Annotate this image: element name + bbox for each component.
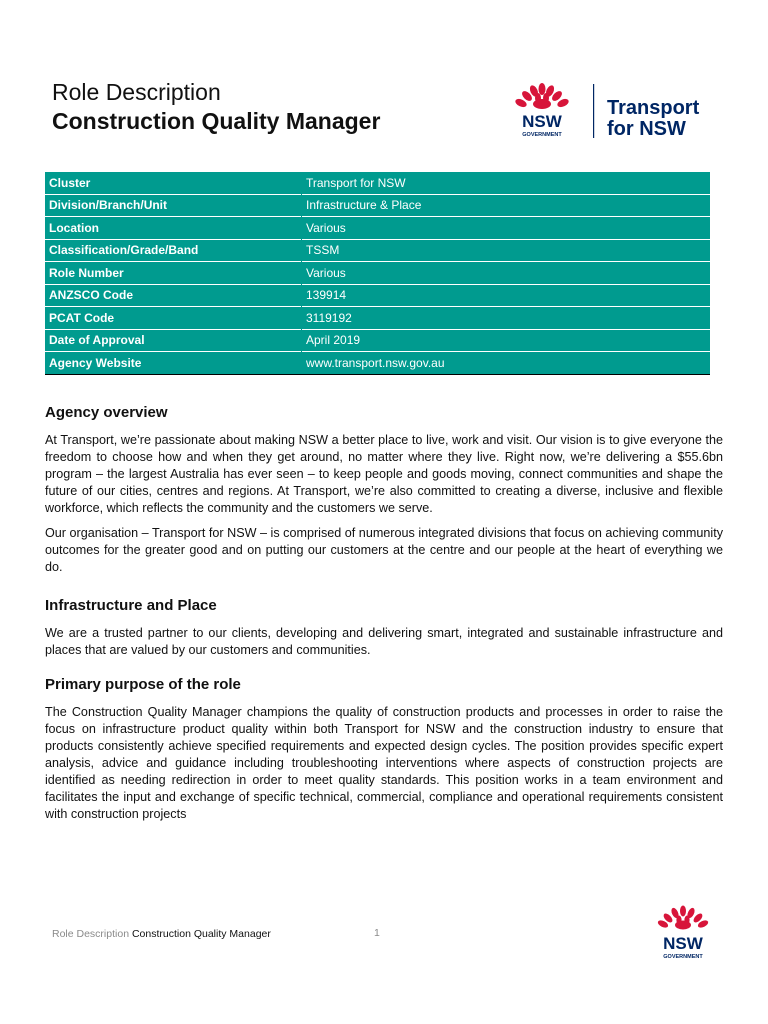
logo-transport-text: Transport — [607, 97, 700, 119]
waratah-icon — [514, 83, 570, 109]
row-value: TSSM — [302, 239, 711, 262]
table-row — [45, 329, 710, 352]
table-row — [45, 262, 710, 285]
section-heading: Primary purpose of the role — [45, 676, 241, 693]
agency-website-link[interactable]: www.transport.nsw.gov.au — [302, 352, 711, 374]
footer-doc-label — [52, 927, 271, 941]
footer-page-number: 1 — [374, 927, 380, 939]
row-label: PCAT Code — [45, 307, 302, 330]
section-heading: Agency overview — [45, 404, 168, 421]
logo-government-text: GOVERNMENT — [522, 132, 562, 138]
row-label: Division/Branch/Unit — [45, 194, 302, 217]
page-title-line2: Construction Quality Manager — [52, 108, 381, 134]
paragraph: We are a trusted partner to our clients, developing and delivering smart, integrated and sustainable infrastructure and places that are valued by our customers and communities. — [45, 626, 723, 657]
footer-nsw-logo — [652, 905, 714, 970]
agency-overview-section — [45, 404, 723, 584]
table-row — [45, 352, 710, 374]
page-title-line1: Role Description — [52, 79, 221, 105]
transport-nsw-logo — [512, 82, 722, 142]
paragraph: Our organisation – Transport for NSW – is comprised of numerous integrated divisions that focus on achieving community outcomes for the greater good and on putting our customers at the centre and our people at the heart of everything we do. — [45, 526, 723, 574]
primary-purpose-section — [45, 676, 723, 831]
role-info-table — [45, 172, 710, 374]
row-label: Agency Website — [45, 352, 302, 374]
row-value: Various — [302, 217, 711, 240]
footer-doc-type: Role Description — [52, 928, 130, 940]
infrastructure-section — [45, 597, 723, 667]
row-value: 139914 — [302, 284, 711, 307]
logo-for-nsw-text: for NSW — [607, 118, 686, 140]
row-label: Date of Approval — [45, 329, 302, 352]
table-row — [45, 172, 710, 194]
row-value: Various — [302, 262, 711, 285]
paragraph: The Construction Quality Manager champions the quality of construction products and processes in order to raise the focus on infrastructure product quality within both Transport for NSW and the construction industry to ensure that products consistently achieve specified requirements and expected design cycles. The position provides specific expert analysis, advice and guidance including troubleshooting interventions where aspects of construction projects are identified as needing redirection in order to meet quality standards. This position works in a team environment and facilitates the input and exchange of specific technical, commercial, compliance and operational requirements consistent with construction projects — [45, 705, 723, 821]
row-value: Transport for NSW — [302, 172, 711, 194]
section-heading: Infrastructure and Place — [45, 597, 217, 614]
row-label: Role Number — [45, 262, 302, 285]
waratah-icon — [657, 906, 710, 930]
footer-logo-government-text: GOVERNMENT — [663, 954, 703, 960]
paragraph: At Transport, we’re passionate about making NSW a better place to live, work and visit. Our vision is to give everyone the freedom to choose how and when they get around, no matter where they live. Right now, we’re delivering a $55.6bn program – the largest Australia has ever seen – to keep people and goods moving, connect communities and shape the future of our cities, centres and regions. At Transport, we’re also committed to creating a diverse, inclusive and flexible workforce, which reflects the community and the customers we serve. — [45, 433, 723, 515]
logo-nsw-text: NSW — [522, 112, 562, 131]
footer-role-title: Construction Quality Manager — [131, 928, 271, 940]
table-row — [45, 307, 710, 330]
logo-divider — [593, 84, 594, 138]
table-row — [45, 239, 710, 262]
row-label: Classification/Grade/Band — [45, 239, 302, 262]
table-bottom-rule — [45, 374, 710, 375]
row-label: Cluster — [45, 172, 302, 194]
row-value: April 2019 — [302, 329, 711, 352]
row-value: Infrastructure & Place — [302, 194, 711, 217]
table-row — [45, 217, 710, 240]
table-row — [45, 194, 710, 217]
row-label: Location — [45, 217, 302, 240]
table-row — [45, 284, 710, 307]
footer-logo-nsw-text: NSW — [663, 934, 703, 953]
row-label: ANZSCO Code — [45, 284, 302, 307]
row-value: 3119192 — [302, 307, 711, 330]
